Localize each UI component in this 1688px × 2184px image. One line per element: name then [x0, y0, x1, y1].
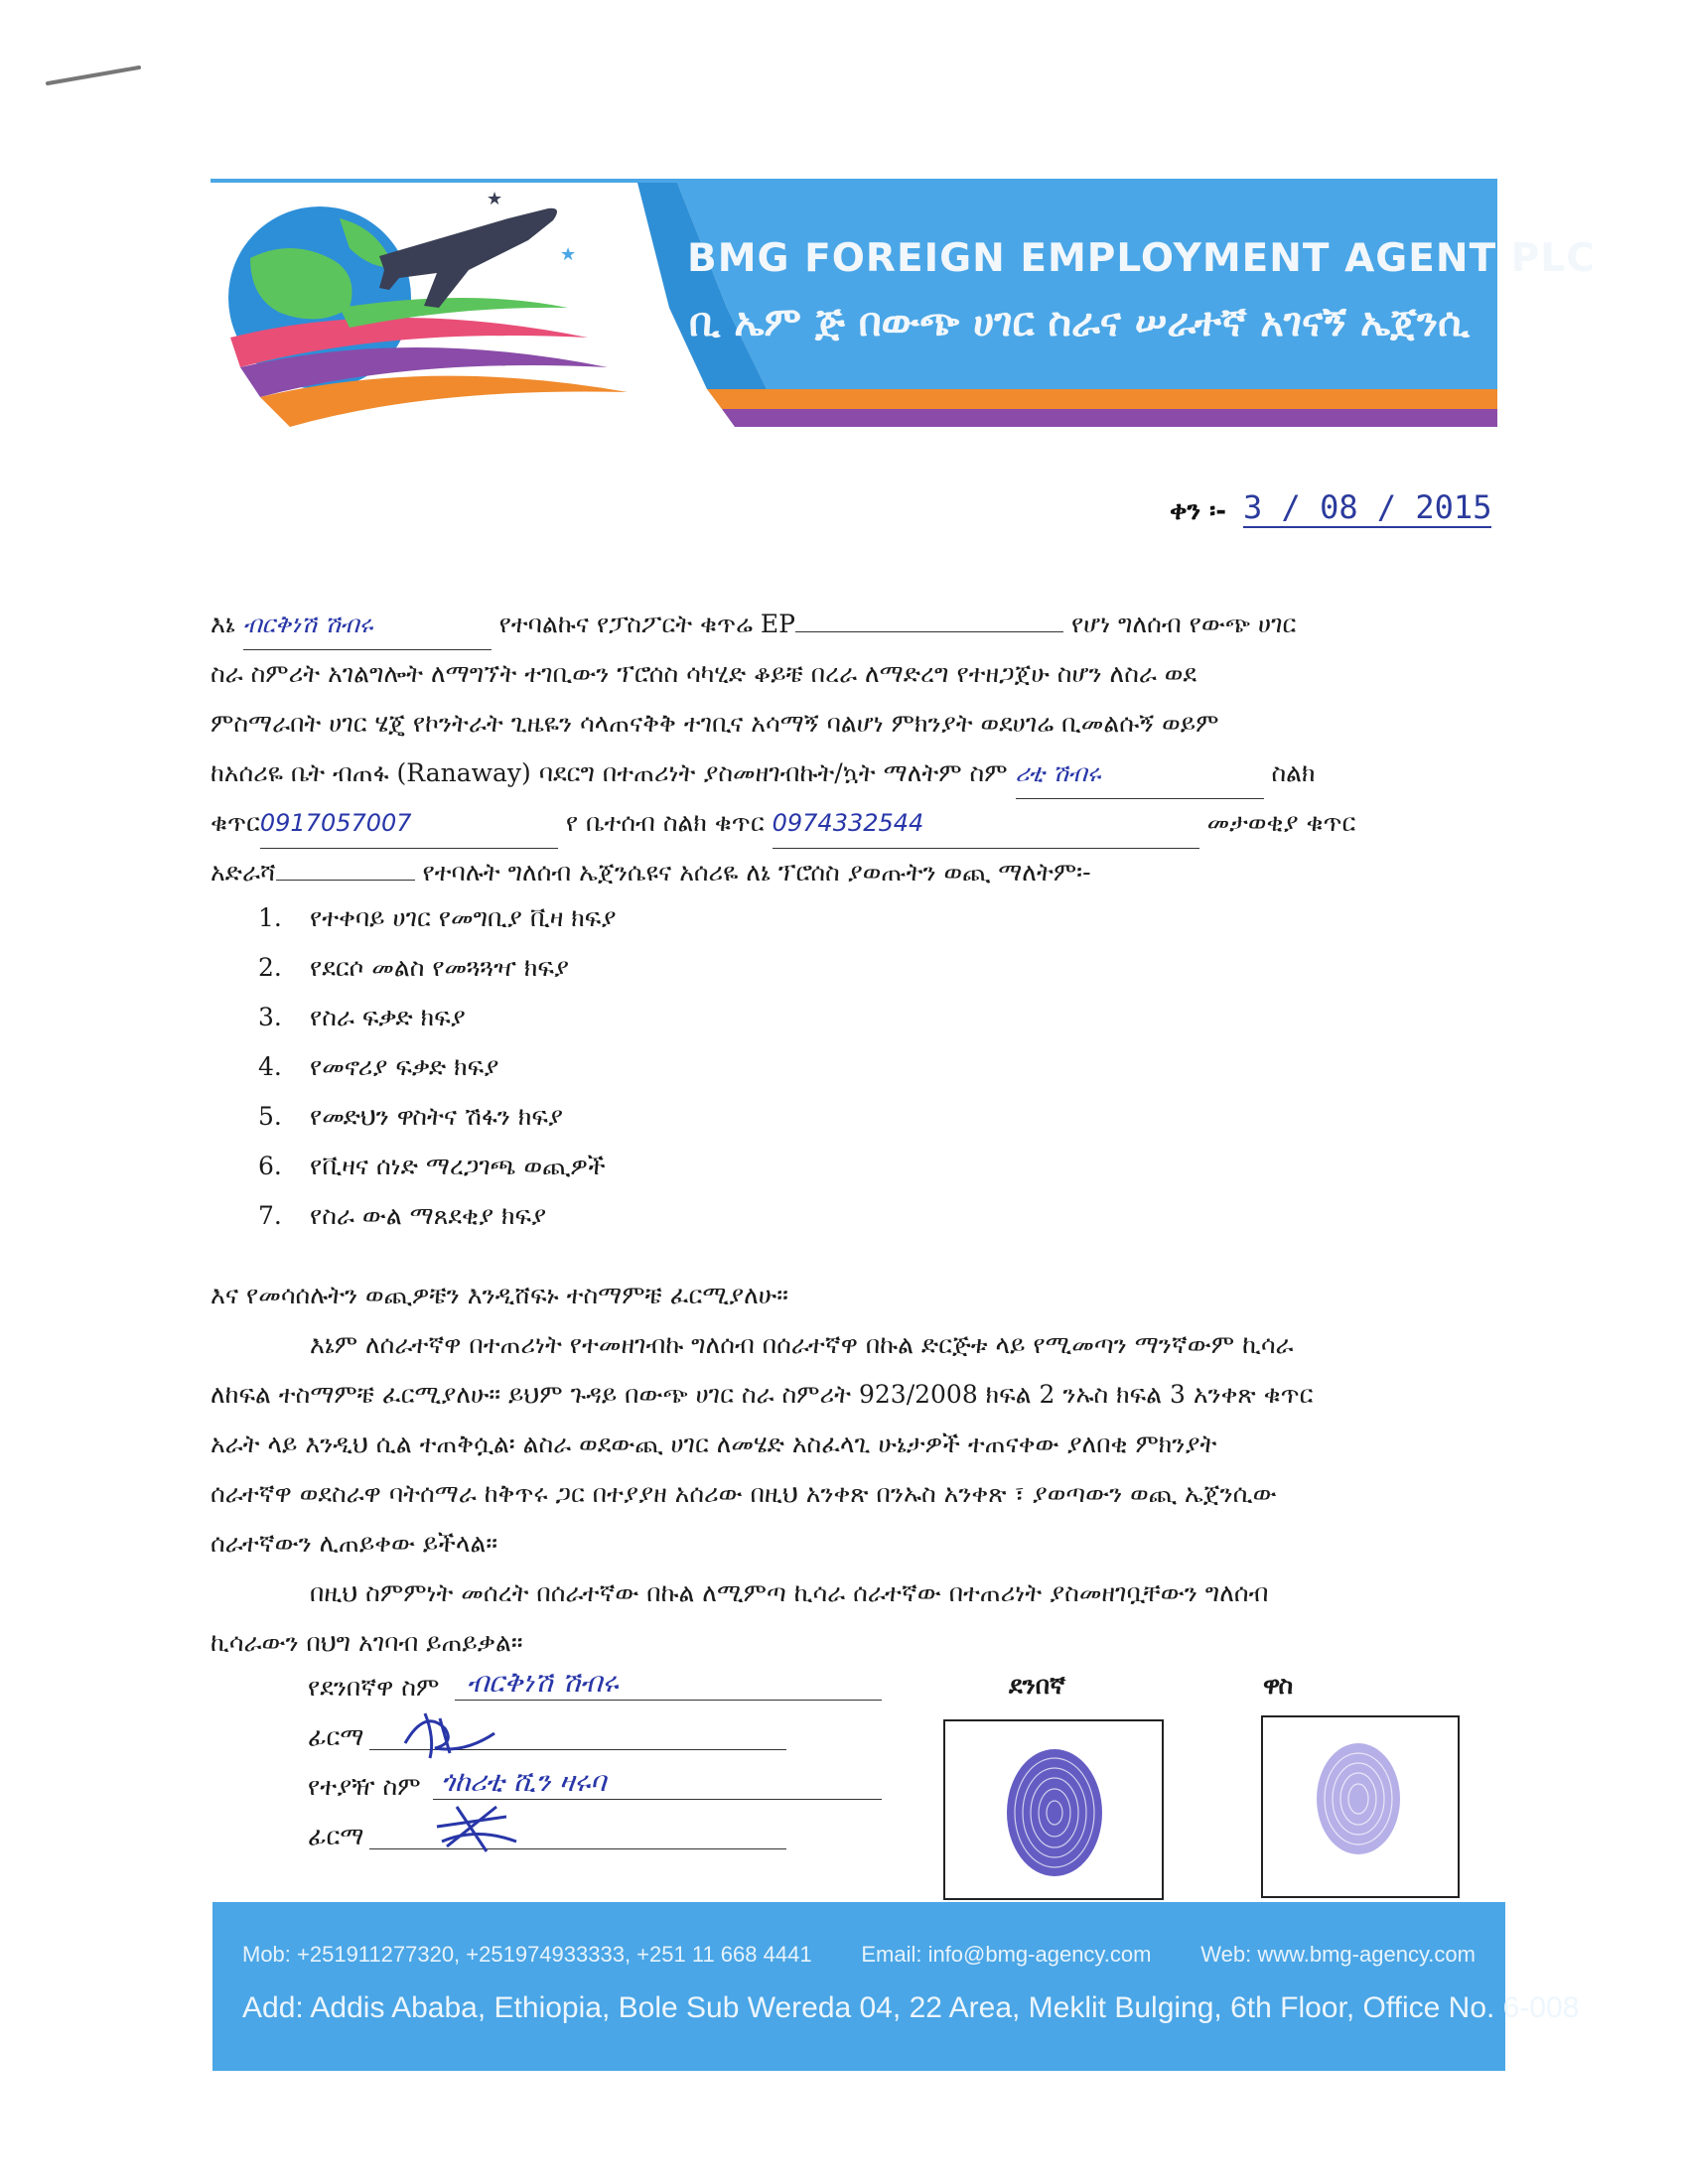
paragraph-line: አራት ላይ እንዲህ ሲል ተጠቅሷል፡ ልስራ ወደውጪ ሀገር ለመሄድ አስፈላጊ ሁኔታዎች ተጠናቀው ያለበቂ ምክንያት: [211, 1430, 1217, 1458]
list-text: የቪዛና ሰነድ ማረጋገጫ ወጪዎች: [310, 1152, 606, 1180]
fingerprint-icon: [1263, 1717, 1458, 1896]
paragraph-line: ለከፍል ተስማምቼ ፈርሚያለሁ። ይህም ጉዳይ በውጭ ሀገር ስራ ስምሪት 923/2008 ክፍል 2 ንኡስ ክፍል 3 አንቀጽ ቁጥር: [211, 1380, 1314, 1409]
guarantor-signature-label: ፊርማ: [308, 1822, 364, 1850]
list-number: 3.: [258, 1003, 282, 1031]
list-number: 6.: [258, 1152, 282, 1180]
list-item: [258, 1102, 563, 1132]
star-icon: ★: [560, 244, 577, 265]
client-signature-label: ፊርማ: [308, 1722, 364, 1751]
paragraph-line: ስራ ስምሪት አገልግሎት ለማግኘት ተገቢውን ፕሮሰስ ሳካሂድ ቆይቼ በረራ ለማድረግ የተዘጋጀሁ ስሆን ለስራ ወደ: [211, 659, 1197, 688]
list-item: [258, 1003, 466, 1032]
list-number: 5.: [258, 1102, 282, 1131]
text-segment: መታወቂያ ቁጥር: [1206, 808, 1356, 837]
paragraph-line: ኪሳራውን በህግ አገባብ ይጠይቃል።: [211, 1628, 523, 1657]
family-phone-handwritten: 0974332544: [773, 798, 1199, 849]
company-name-amharic: ቢ ኤም ጅ በውጭ ሀገር ስራና ሠራተኛ አገናኝ ኤጀንሲ: [689, 300, 1470, 345]
star-icon: ★: [487, 189, 503, 209]
date-label: ቀን ፡-: [1170, 496, 1227, 526]
guarantor-fingerprint-box: [1261, 1715, 1460, 1898]
client-name-label: የደንበኛዋ ስም: [308, 1673, 440, 1702]
client-name-handwritten: ብርቅነሽ ሽብሩ: [467, 1666, 619, 1699]
fingerprint-icon: [945, 1721, 1162, 1898]
list-number: 7.: [258, 1201, 282, 1230]
text-segment: አድራሻ: [211, 858, 276, 887]
text-segment: ቁጥር: [211, 808, 260, 837]
text-segment: ስልክ: [1271, 758, 1316, 787]
client-name-line: [455, 1700, 882, 1701]
guarantor-signature-scribble: [427, 1797, 526, 1856]
list-number: 2.: [258, 953, 282, 982]
list-item: [258, 903, 616, 933]
paragraph-line: እና የመሳሰሉትን ወጪዎቼን እንዲሸፍኑ ተስማምቼ ፈርሚያለሁ።: [211, 1281, 788, 1309]
list-item: [258, 1052, 498, 1082]
text-segment: እኔ: [211, 610, 235, 638]
footer-email: Email: info@bmg-agency.com: [861, 1942, 1152, 1967]
text-segment: ከአሰሪዬ ቤት ብጠፋ (Ranaway) ባደርግ በተጠሪነት ያስመዘገብኩት/ኳት ማለትም ስም: [211, 758, 1008, 787]
paragraph-line: ሰራተኛውን ሊጠይቀው ይችላል።: [211, 1529, 498, 1558]
footer-contacts: [242, 1942, 1476, 1968]
list-item: [258, 953, 569, 983]
list-text: የመኖሪያ ፍቃድ ክፍያ: [310, 1052, 499, 1081]
client-signature-scribble: [395, 1704, 504, 1763]
client-fingerprint-box: [943, 1719, 1164, 1900]
footer-banner: [212, 1902, 1580, 2071]
footer-mobile: Mob: +251911277320, +251974933333, +251 11 668 4441: [242, 1942, 812, 1967]
footer-web: Web: www.bmg-agency.com: [1200, 1942, 1476, 1967]
list-text: የተቀባይ ሀገር የመግቢያ ቪዛ ክፍያ: [310, 903, 617, 932]
list-number: 4.: [258, 1052, 282, 1081]
text-segment: የተባሉት ግለሰብ ኤጀንሴዩና አሰሪዬ ለኔ ፕሮሰስ ያወጡትን ወጪ ማለትም፡-: [422, 858, 1091, 887]
guarantor-name-handwritten: ሪቲ ሽብሩ: [1016, 749, 1264, 799]
paragraph-line: በዚህ ስምምነት መሰረት በሰራተኛው በኩል ለሚምጣ ኪሳራ ሰራተኛው በተጠሪነት ያስመዘገቧቸውን ግለሰብ: [310, 1578, 1269, 1607]
paragraph-line: ሰራተኛዋ ወደስራዋ ባትሰማራ ከቅጥሩ ጋር በተያያዘ አሰሪው በዚህ አንቀጽ በንኡስ አንቀጽ ፣ ያወጣውን ወጪ ኤጀንሲው: [211, 1479, 1277, 1508]
paragraph-line: እኔም ለሰራተኛዋ በተጠሪነት የተመዘገብኩ ግለሰብ በሰራተኛዋ በኩል ድርጅቱ ላይ የሚመጣን ማንኛውም ኪሳራ: [310, 1330, 1294, 1359]
client-fingerprint-label: ደንበኛ: [1009, 1671, 1065, 1700]
footer-address: Add: Addis Ababa, Ethiopia, Bole Sub Wereda 04, 22 Area, Meklit Bulging, 6th Floor, Office No. 6-008: [242, 1991, 1580, 2024]
text-segment: የተባልኩና የፓስፖርት ቁጥሬ EP: [498, 610, 795, 638]
applicant-name-handwritten: ብርቅነሽ ሽብሩ: [243, 600, 492, 650]
list-text: የመድህን ዋስትና ሽፋን ክፍያ: [310, 1102, 563, 1131]
address-blank: [276, 856, 415, 881]
company-name-english: BMG FOREIGN EMPLOYMENT AGENT PLC: [687, 236, 1596, 281]
pen-stroke-mark: [44, 62, 143, 91]
guarantor-name-label: የተያዥ ስም: [308, 1772, 421, 1801]
date-value: 3 / 08 / 2015: [1243, 488, 1492, 526]
list-number: 1.: [258, 903, 282, 932]
paragraph-line: ምስማራበት ሀገር ሄጄ የኮንትራት ጊዜዬን ሳላጠናቅቅ ተገቢና አሳማኝ ባልሆነ ምክንያት ወደሀገሬ ቢመልሱኝ ወይም: [211, 709, 1219, 738]
list-text: የደርሶ መልስ የመጓጓዣ ክፍያ: [310, 953, 569, 982]
passport-number-blank: [795, 608, 1063, 632]
guarantor-fingerprint-label: ዋስ: [1263, 1671, 1294, 1700]
list-text: የስራ ውል ማጸደቂያ ክፍያ: [310, 1201, 547, 1230]
phone-number-handwritten: 0917057007: [260, 798, 558, 849]
text-segment: የሆነ ግለሰብ የውጭ ሀገር: [1070, 610, 1297, 638]
list-item: [258, 1152, 606, 1181]
guarantor-name-handwritten: ጎከሪቲ ሺን ዛሩባ: [441, 1765, 607, 1798]
letterhead-banner: [211, 179, 1596, 435]
list-item: [258, 1201, 546, 1231]
list-text: የስራ ፍቃድ ክፍያ: [310, 1003, 466, 1031]
text-segment: የ ቤተሰብ ስልክ ቁጥር: [565, 808, 765, 837]
